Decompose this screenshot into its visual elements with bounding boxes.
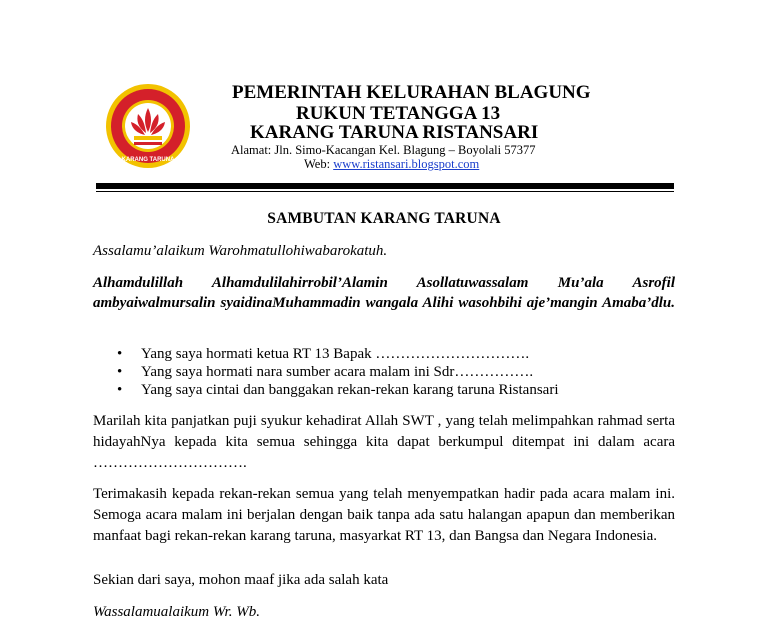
list-item: • Yang saya hormati ketua RT 13 Bapak ………………………….: [117, 345, 559, 363]
letterhead-line-3: KARANG TARUNA RISTANSARI: [250, 122, 539, 143]
opening-paragraph: Alhamdulillah Alhamdulilahirrobil’Alamin Asollatuwassalam Mu’ala Asrofil ambyaiwalmursalin syaidinaMuhammadin wangala Alihi wasohbihi aje’mangin Amaba’dlu.: [93, 275, 675, 311]
header-divider-thin: [96, 191, 674, 192]
farewell-line: Wassalamualaikum Wr. Wb.: [93, 604, 260, 620]
paragraph-thanks: Terimakasih kepada rekan-rekan semua yang telah menyempatkan hadir pada acara malam ini. Semoga acara malam ini berjalan dengan baik tanpa ada satu halangan apapun dan memberikan manfaat bagi rekan-rekan karang taruna, masyarkat RT 13, dan Bangsa dan Negara Indonesia.: [93, 486, 675, 544]
paragraph-gratitude: Marilah kita panjatkan puji syukur kehadirat Allah SWT , yang telah melimpahkan rahmad serta hidayahNya kepada kita semua sehingga kita dapat berkumpul ditempat ini dalam acara ………………………….: [93, 413, 675, 471]
web-link[interactable]: www.ristansari.blogspot.com: [333, 157, 480, 171]
closing-line: Sekian dari saya, mohon maaf jika ada salah kata: [93, 572, 389, 588]
header-divider-thick: [96, 183, 674, 189]
karang-taruna-logo: [104, 82, 192, 170]
greeting: Assalamu’alaikum Warohmatullohiwabarokatuh.: [93, 243, 388, 259]
letterhead-address: Alamat: Jln. Simo-Kacangan Kel. Blagung – Boyolali 57377: [231, 143, 536, 157]
list-item: • Yang saya hormati nara sumber acara malam ini Sdr…………….: [117, 363, 559, 381]
letterhead-line-1: PEMERINTAH KELURAHAN BLAGUNG: [232, 82, 591, 103]
web-label: Web:: [304, 157, 334, 171]
letterhead-line-2: RUKUN TETANGGA 13: [296, 103, 501, 124]
list-item: • Yang saya cintai dan banggakan rekan-rekan karang taruna Ristansari: [117, 381, 559, 399]
salutation-list: [117, 345, 559, 399]
document-title: SAMBUTAN KARANG TARUNA: [267, 210, 501, 227]
logo-ring-text: KARANG TARUNA: [121, 157, 175, 163]
letterhead-web: [304, 157, 479, 172]
